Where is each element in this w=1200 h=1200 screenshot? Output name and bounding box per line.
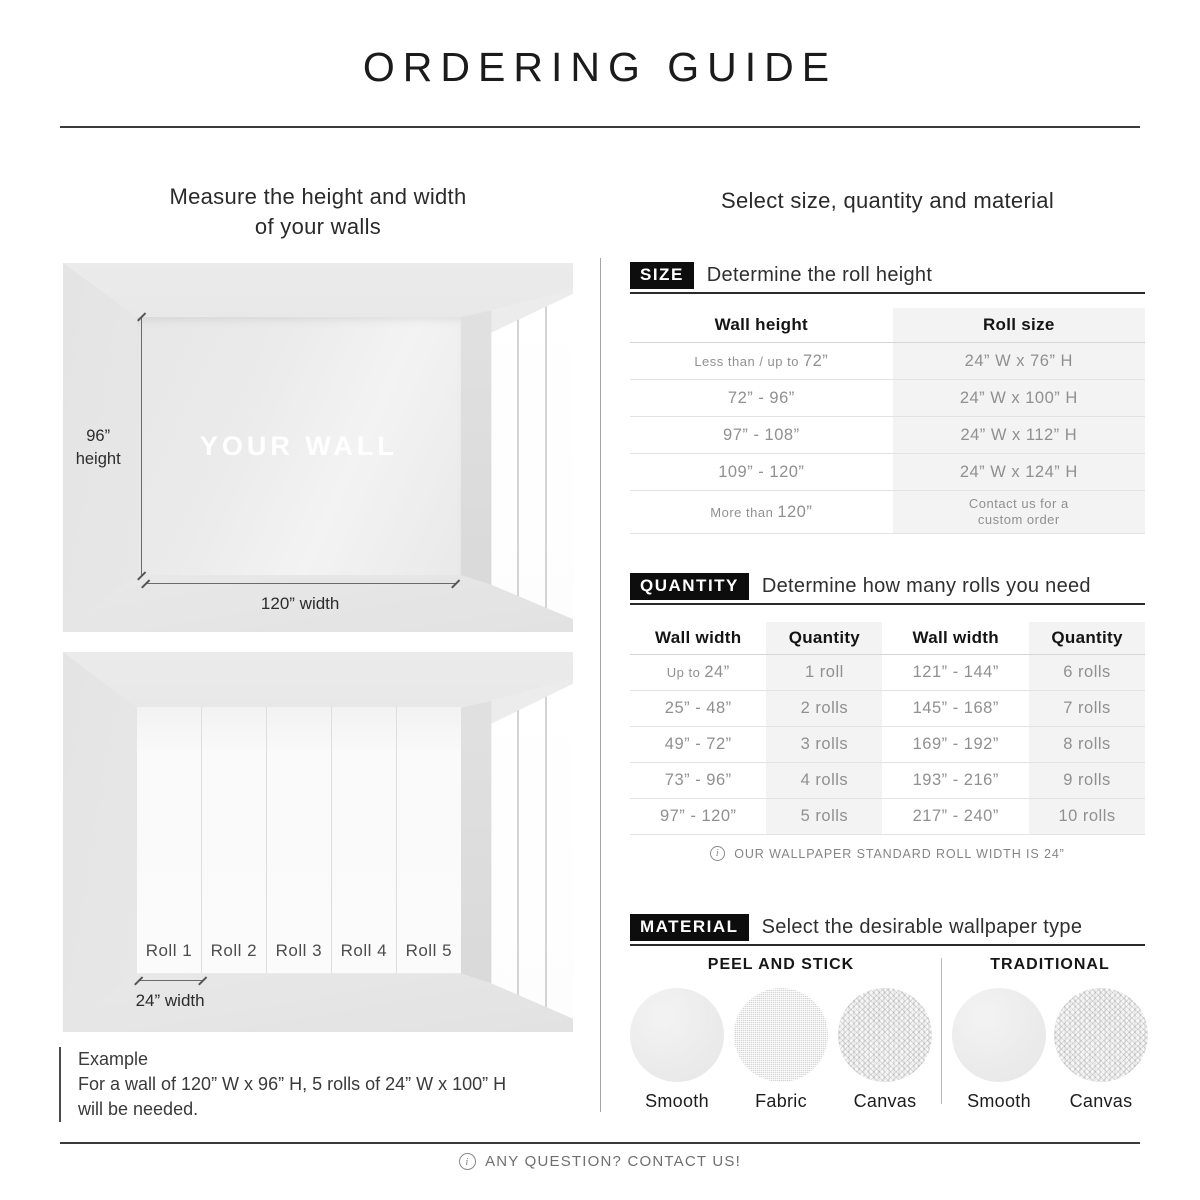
room-diagram-measure [63, 263, 573, 632]
wall-width-cell: 121” - 144” [912, 663, 999, 681]
wall-height-cell [630, 417, 893, 453]
roll-panel [332, 707, 397, 973]
roll-panel [267, 707, 332, 973]
footer-divider [60, 1142, 1140, 1144]
size-table-row [630, 380, 1145, 417]
quantity-cell: 9 rolls [1029, 763, 1145, 798]
roll-size-cell: Contact us for a custom order [893, 491, 1145, 533]
quantity-cell: 5 rolls [766, 799, 882, 834]
wall-width-cell [630, 799, 766, 834]
wall-width-value: 97” - 120” [659, 807, 737, 825]
left-heading-line1: Measure the height and width [169, 184, 467, 209]
fabric-swatch-circle [734, 988, 828, 1082]
example-title: Example [78, 1049, 149, 1069]
info-icon: i [710, 846, 725, 861]
size-table-row [630, 491, 1145, 534]
quantity-cell: 8 rolls [1029, 727, 1145, 762]
height-dimension-label: 96” height [75, 427, 121, 469]
footer-contact-text: ANY QUESTION? CONTACT US! [485, 1153, 741, 1170]
width-dimension-line [145, 583, 456, 584]
wall-height-cell [630, 380, 893, 416]
roll-label: Roll 1 [145, 941, 193, 961]
roll-label: Roll 3 [275, 941, 323, 961]
wall-height-prefix: Less than / up to [694, 353, 799, 369]
quantity-cell: 6 rolls [1029, 655, 1145, 690]
roll-width-dimension-line [138, 980, 203, 981]
material-swatch [734, 988, 828, 1112]
quantity-col-header: Wall width [655, 628, 742, 647]
roll-panel [397, 707, 461, 973]
wall-width-cell [630, 655, 766, 690]
quantity-cell: 3 rolls [766, 727, 882, 762]
wall-height-value: 109” - 120” [718, 462, 805, 481]
page-title: ORDERING GUIDE [362, 44, 838, 90]
quantity-table [630, 622, 1145, 835]
size-section-header [630, 262, 1145, 294]
quantity-section-header [630, 573, 1145, 605]
size-tag: SIZE [630, 262, 694, 289]
wall-height-cell [630, 491, 893, 533]
wall-height-prefix: More than [710, 504, 774, 520]
left-column-heading [63, 182, 573, 242]
roll-label: Roll 2 [210, 941, 258, 961]
quantity-cell: 4 rolls [766, 763, 882, 798]
wall-width-value: 25” - 48” [664, 699, 732, 717]
width-dimension-label: 120” width [260, 594, 340, 614]
roll-width-note [630, 846, 1145, 861]
window-pane [547, 671, 573, 1032]
roll-size-cell: 24” W x 124” H [893, 454, 1145, 490]
quantity-table-row [630, 763, 1145, 799]
example-line2: will be needed. [78, 1099, 199, 1119]
smooth-swatch-circle [630, 988, 724, 1082]
quantity-table-row [630, 655, 1145, 691]
quantity-tag: QUANTITY [630, 573, 749, 600]
swatch-label: Canvas [853, 1091, 917, 1111]
wall-width-value: 49” - 72” [664, 735, 732, 753]
wall-height-value: 120” [777, 502, 813, 521]
material-group-divider [941, 958, 942, 1104]
quantity-cell: 10 rolls [1029, 799, 1145, 834]
quantity-section-title: Determine how many rolls you need [761, 575, 1091, 597]
right-column-heading: Select size, quantity and material [720, 188, 1055, 213]
quantity-col-header: Quantity [766, 622, 882, 654]
size-table [630, 308, 1145, 534]
wall-width-cell: 193” - 216” [912, 771, 999, 789]
swatch-label: Fabric [755, 1091, 807, 1111]
size-col-roll-size: Roll size [893, 308, 1145, 342]
left-heading-line2: of your walls [254, 214, 382, 239]
roll-label: Roll 5 [405, 941, 453, 961]
info-icon: i [459, 1153, 476, 1170]
wall-height-cell [630, 343, 893, 379]
quantity-table-row [630, 727, 1145, 763]
wall-width-cell [630, 727, 766, 762]
roll-panels [137, 707, 461, 973]
canvas-swatch-circle [838, 988, 932, 1082]
quantity-col-header: Quantity [1029, 622, 1145, 654]
quantity-cell: 1 roll [766, 655, 882, 690]
material-section-header [630, 914, 1145, 946]
size-col-wall-height: Wall height [714, 315, 808, 334]
roll-width-dimension-label: 24” width [135, 991, 205, 1011]
smooth-swatch-circle [952, 988, 1046, 1082]
quantity-cell: 7 rolls [1029, 691, 1145, 726]
your-wall [137, 317, 461, 575]
material-group [630, 956, 932, 1112]
swatch-row [952, 988, 1148, 1112]
wall-width-value: 73” - 96” [664, 771, 732, 789]
height-dimension-line [141, 317, 142, 575]
wall-height-value: 72” [802, 351, 829, 370]
size-table-header-row [630, 308, 1145, 343]
window-pane [491, 281, 517, 632]
wall-width-cell [630, 691, 766, 726]
room-window [486, 281, 573, 632]
wall-width-value: 24” [704, 663, 730, 681]
room-window [486, 671, 573, 1032]
material-swatch [838, 988, 932, 1112]
example-line1: For a wall of 120” W x 96” H, 5 rolls of 24” W x 100” H [78, 1074, 507, 1094]
wall-height-cell [630, 454, 893, 490]
window-pane [519, 281, 545, 632]
roll-panel [137, 707, 202, 973]
canvas-swatch-circle [1054, 988, 1148, 1082]
material-swatch [630, 988, 724, 1112]
top-divider [60, 126, 1140, 128]
quantity-col-header: Wall width [912, 628, 999, 647]
size-table-row [630, 454, 1145, 491]
wall-width-cell: 145” - 168” [912, 699, 999, 717]
example-note [59, 1047, 598, 1122]
size-table-row [630, 343, 1145, 380]
wall-height-value: 72” - 96” [727, 388, 795, 407]
window-pane [547, 281, 573, 632]
wall-width-cell: 217” - 240” [912, 807, 999, 825]
room-diagram-rolls [63, 652, 573, 1032]
quantity-cell: 2 rolls [766, 691, 882, 726]
swatch-label: Canvas [1069, 1091, 1133, 1111]
swatch-label: Smooth [645, 1091, 709, 1111]
material-section-title: Select the desirable wallpaper type [761, 916, 1083, 938]
material-group [952, 956, 1148, 1112]
size-section-title: Determine the roll height [706, 264, 933, 286]
window-pane [491, 671, 517, 1032]
roll-width-note-text: OUR WALLPAPER STANDARD ROLL WIDTH IS 24” [734, 846, 1065, 861]
roll-size-cell: 24” W x 100” H [893, 380, 1145, 416]
roll-panel [202, 707, 267, 973]
swatch-row [630, 988, 932, 1112]
footer-contact [0, 1153, 1200, 1170]
roll-size-cell: 24” W x 76” H [893, 343, 1145, 379]
material-group-title: PEEL AND STICK [707, 956, 855, 973]
size-table-row [630, 417, 1145, 454]
wall-width-cell: 169” - 192” [912, 735, 999, 753]
swatch-label: Smooth [967, 1091, 1031, 1111]
roll-label: Roll 4 [340, 941, 388, 961]
wall-height-value: 97” - 108” [723, 425, 800, 444]
wall-width-cell [630, 763, 766, 798]
quantity-table-header-row [630, 622, 1145, 655]
roll-size-cell: 24” W x 112” H [893, 417, 1145, 453]
material-group-title: TRADITIONAL [990, 956, 1110, 973]
quantity-table-row [630, 691, 1145, 727]
your-wall-label: YOUR WALL [199, 430, 398, 461]
material-swatch [952, 988, 1046, 1112]
quantity-table-row [630, 799, 1145, 835]
material-tag: MATERIAL [630, 914, 749, 941]
window-pane [519, 671, 545, 1032]
column-divider [600, 258, 601, 1112]
material-swatch [1054, 988, 1148, 1112]
wall-width-prefix: Up to [666, 665, 701, 680]
